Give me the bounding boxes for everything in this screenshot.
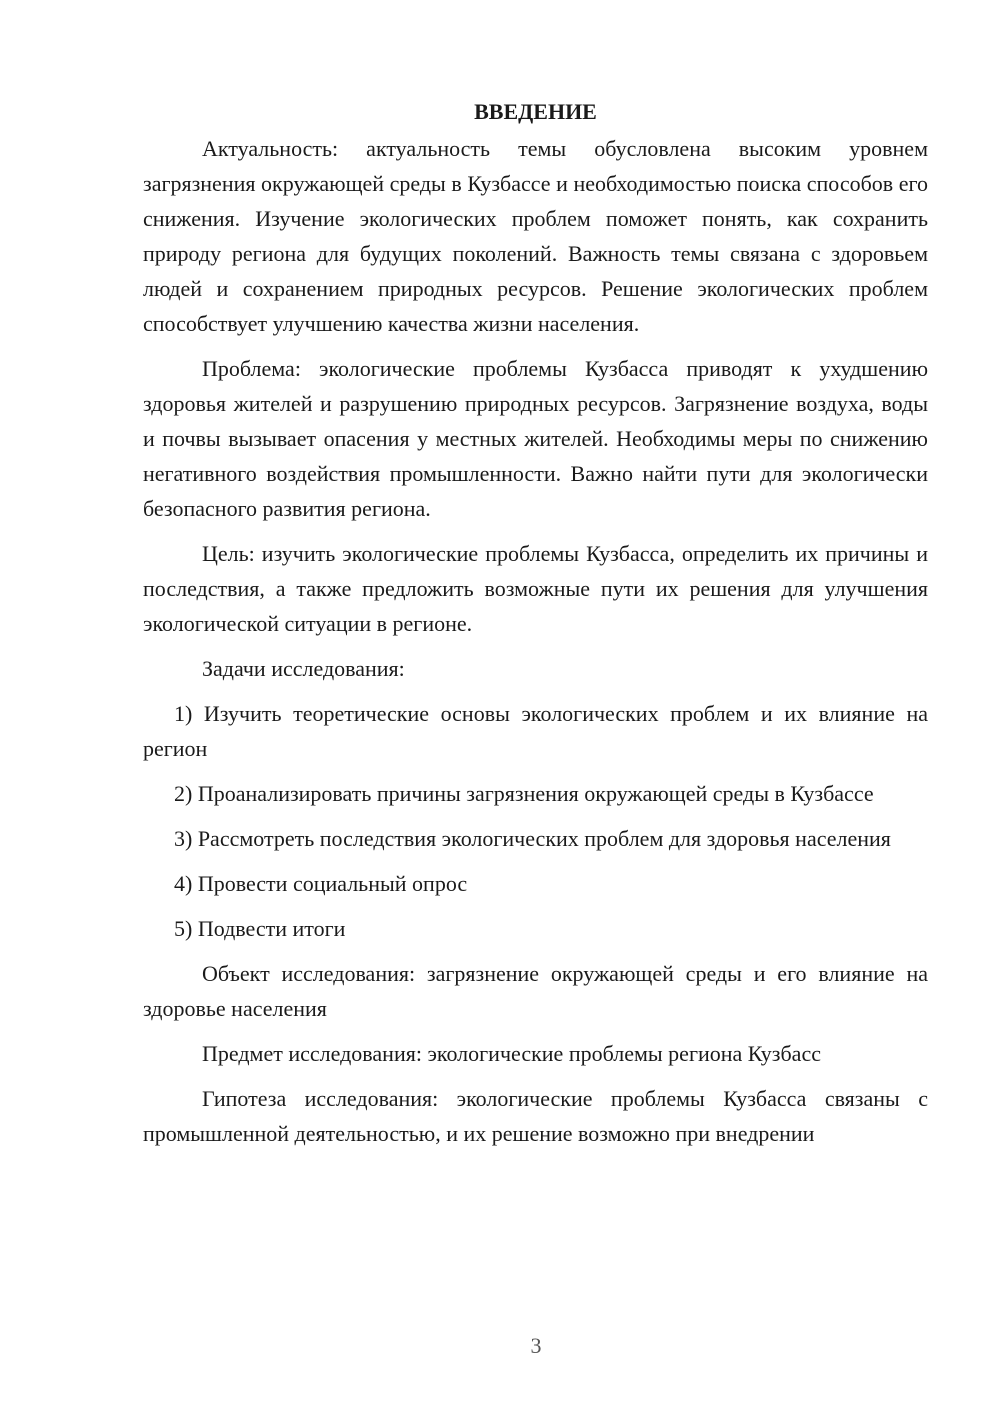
task-item-5: 5) Подвести итоги (174, 916, 346, 941)
problem-paragraph: Проблема: экологические проблемы Кузбасса приводят к ухудшению здоровья жителей и разрушению природных ресурсов. Загрязнение воздуха, воды и почвы вызывает опасения у местных жителей. Необходимы меры по снижению негативного воздействия промышленности. Важно найти пути для экологически безопасного развития региона. (143, 356, 928, 521)
goal-paragraph: Цель: изучить экологические проблемы Кузбасса, определить их причины и последствия, а также предложить возможные пути их решения для улучшения экологической ситуации в регионе. (143, 541, 928, 636)
hypothesis-paragraph: Гипотеза исследования: экологические проблемы Кузбасса связаны с промышленной деятельностью, и их решение возможно при внедрении (143, 1086, 928, 1146)
tasks-heading: Задачи исследования: (202, 656, 405, 681)
relevance-paragraph: Актуальность: актуальность темы обусловлена высоким уровнем загрязнения окружающей среды в Кузбассе и необходимостью поиска способов его снижения. Изучение экологических проблем поможет понять, как сохранить природу региона для будущих поколений. Важность темы связана с здоровьем людей и сохранением природных ресурсов. Решение экологических проблем способствует улучшению качества жизни населения. (143, 136, 928, 336)
task-item-3: 3) Рассмотреть последствия экологических проблем для здоровья населения (174, 826, 891, 851)
subject-paragraph: Предмет исследования: экологические проблемы региона Кузбасс (202, 1041, 821, 1066)
page-content (143, 94, 928, 1161)
task-item-2: 2) Проанализировать причины загрязнения окружающей среды в Кузбассе (174, 781, 874, 806)
task-item-4: 4) Провести социальный опрос (174, 871, 468, 896)
page-title: ВВЕДЕНИЕ (474, 99, 597, 124)
object-paragraph: Объект исследования: загрязнение окружающей среды и его влияние на здоровье населения (143, 961, 928, 1021)
page-number: 3 (530, 1333, 542, 1358)
task-item-1: 1) Изучить теоретические основы экологических проблем и их влияние на регион (143, 701, 928, 761)
